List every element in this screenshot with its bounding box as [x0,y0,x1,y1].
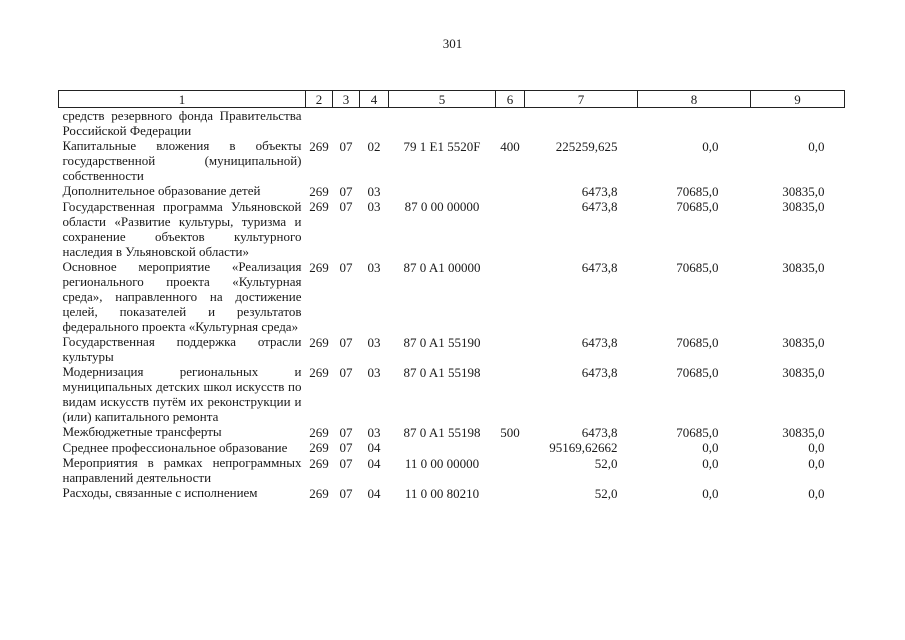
row-c3: 07 [339,199,353,214]
row-c4: 03 [367,199,381,214]
row-c3: 07 [339,184,353,199]
row-c8: 70685,0 [676,260,719,275]
column-header: 2 [306,91,333,108]
column-header: 8 [638,91,751,108]
row-c6 [496,259,525,334]
row-c7: 6473,8 [581,335,618,350]
row-c7: 6473,8 [581,365,618,380]
row-c3: 07 [339,486,353,501]
row-c8: 70685,0 [676,184,719,199]
row-name: Капитальные вложения в объекты государственной (муниципальной) собственности [62,138,302,183]
row-c9: 0,0 [808,456,825,471]
row-c9: 30835,0 [782,335,825,350]
row-c4: 03 [367,365,381,380]
row-c3: 07 [339,440,353,455]
row-c8: 70685,0 [676,425,719,440]
row-c8: 0,0 [702,456,719,471]
row-c8: 0,0 [702,440,719,455]
row-c3: 07 [339,335,353,350]
row-c6 [496,440,525,455]
row-c2: 269 [309,365,329,380]
row-c9: 30835,0 [782,199,825,214]
row-c6 [496,334,525,364]
row-c4: 03 [367,184,381,199]
row-c6 [496,183,525,199]
row-c6 [496,108,525,139]
row-c5: 87 0 A1 00000 [403,260,481,275]
row-c5: 87 0 A1 55190 [403,335,481,350]
row-c6 [496,364,525,424]
row-c4 [360,108,389,139]
row-name: Модернизация региональных и муниципальных детских школ искусств по видам искусств путём их реконструкции и (или) капитального ремонта [62,364,302,424]
row-c8: 0,0 [702,486,719,501]
row-c7 [525,108,638,139]
row-c3 [333,108,360,139]
row-c2: 269 [309,440,329,455]
row-c3: 07 [339,260,353,275]
row-c7: 95169,62662 [549,440,618,455]
row-c6: 500 [500,425,520,440]
row-name: Государственная программа Ульяновской области «Развитие культуры, туризма и сохранение объектов культурного наследия в Ульяновской области» [62,199,302,259]
row-c3: 07 [339,425,353,440]
row-name: Основное мероприятие «Реализация регионального проекта «Культурная среда», направленного на достижение целей, показателей и результатов федерального проекта «Культурная среда» [62,259,302,334]
row-c9: 0,0 [808,440,825,455]
row-c5: 87 0 A1 55198 [403,365,481,380]
row-c2: 269 [309,260,329,275]
row-c9: 30835,0 [782,365,825,380]
row-c9: 30835,0 [782,260,825,275]
row-c4: 03 [367,335,381,350]
row-c9: 0,0 [808,139,825,154]
row-c5 [389,440,496,455]
row-c7: 6473,8 [581,184,618,199]
row-c7: 225259,625 [555,139,618,154]
column-header: 4 [360,91,389,108]
row-c2: 269 [309,199,329,214]
row-c5: 11 0 00 00000 [404,456,480,471]
row-c2: 269 [309,486,329,501]
row-c6: 400 [500,139,520,154]
row-c6 [496,199,525,259]
row-c8: 70685,0 [676,365,719,380]
table-row [59,199,845,259]
row-c8 [638,108,751,139]
row-name: Расходы, связанные с исполнением [62,485,258,500]
table-row [59,440,845,455]
column-header: 7 [525,91,638,108]
row-c2: 269 [309,425,329,440]
row-c8: 0,0 [702,139,719,154]
row-c7: 6473,8 [581,199,618,214]
row-name: средств резервного фонда Правительства Российской Федерации [62,108,302,138]
row-c2: 269 [309,184,329,199]
row-c2 [306,108,333,139]
column-header: 1 [59,91,306,108]
table-row [59,334,845,364]
page-number: 301 [442,36,463,51]
row-c4: 04 [367,486,381,501]
row-c3: 07 [339,456,353,471]
table-row [59,485,845,501]
row-name: Межбюджетные трансферты [62,424,222,439]
row-c4: 04 [367,440,381,455]
row-c7: 52,0 [594,486,618,501]
table-row [59,108,845,139]
budget-table [58,90,845,501]
table-header-row [59,91,845,108]
row-c9: 0,0 [808,486,825,501]
row-c5: 79 1 E1 5520F [403,139,481,154]
table-row [59,259,845,334]
row-c3: 07 [339,139,353,154]
column-header: 6 [496,91,525,108]
row-name: Мероприятия в рамках непрограммных направлений деятельности [62,455,302,485]
row-name: Государственная поддержка отрасли культуры [62,334,302,364]
row-c5 [389,108,496,139]
row-c9 [751,108,845,139]
table-row [59,183,845,199]
table-row [59,424,845,440]
row-c7: 6473,8 [581,260,618,275]
row-c8: 70685,0 [676,199,719,214]
row-name: Дополнительное образование детей [62,183,261,198]
row-c4: 03 [367,425,381,440]
row-c4: 03 [367,260,381,275]
row-c2: 269 [309,456,329,471]
column-header: 9 [751,91,845,108]
row-c4: 04 [367,456,381,471]
row-c5: 11 0 00 80210 [404,486,480,501]
row-c4: 02 [367,139,381,154]
row-name: Среднее профессиональное образование [62,440,288,455]
row-c2: 269 [309,139,329,154]
row-c7: 52,0 [594,456,618,471]
row-c7: 6473,8 [581,425,618,440]
row-c3: 07 [339,365,353,380]
column-header: 5 [389,91,496,108]
table-row [59,455,845,485]
row-c6 [496,485,525,501]
column-header: 3 [333,91,360,108]
row-c5: 87 0 00 00000 [404,199,480,214]
table-row [59,138,845,183]
row-c8: 70685,0 [676,335,719,350]
row-c6 [496,455,525,485]
row-c2: 269 [309,335,329,350]
row-c9: 30835,0 [782,425,825,440]
row-c5: 87 0 A1 55198 [403,425,481,440]
row-c5 [389,183,496,199]
row-c9: 30835,0 [782,184,825,199]
table-row [59,364,845,424]
